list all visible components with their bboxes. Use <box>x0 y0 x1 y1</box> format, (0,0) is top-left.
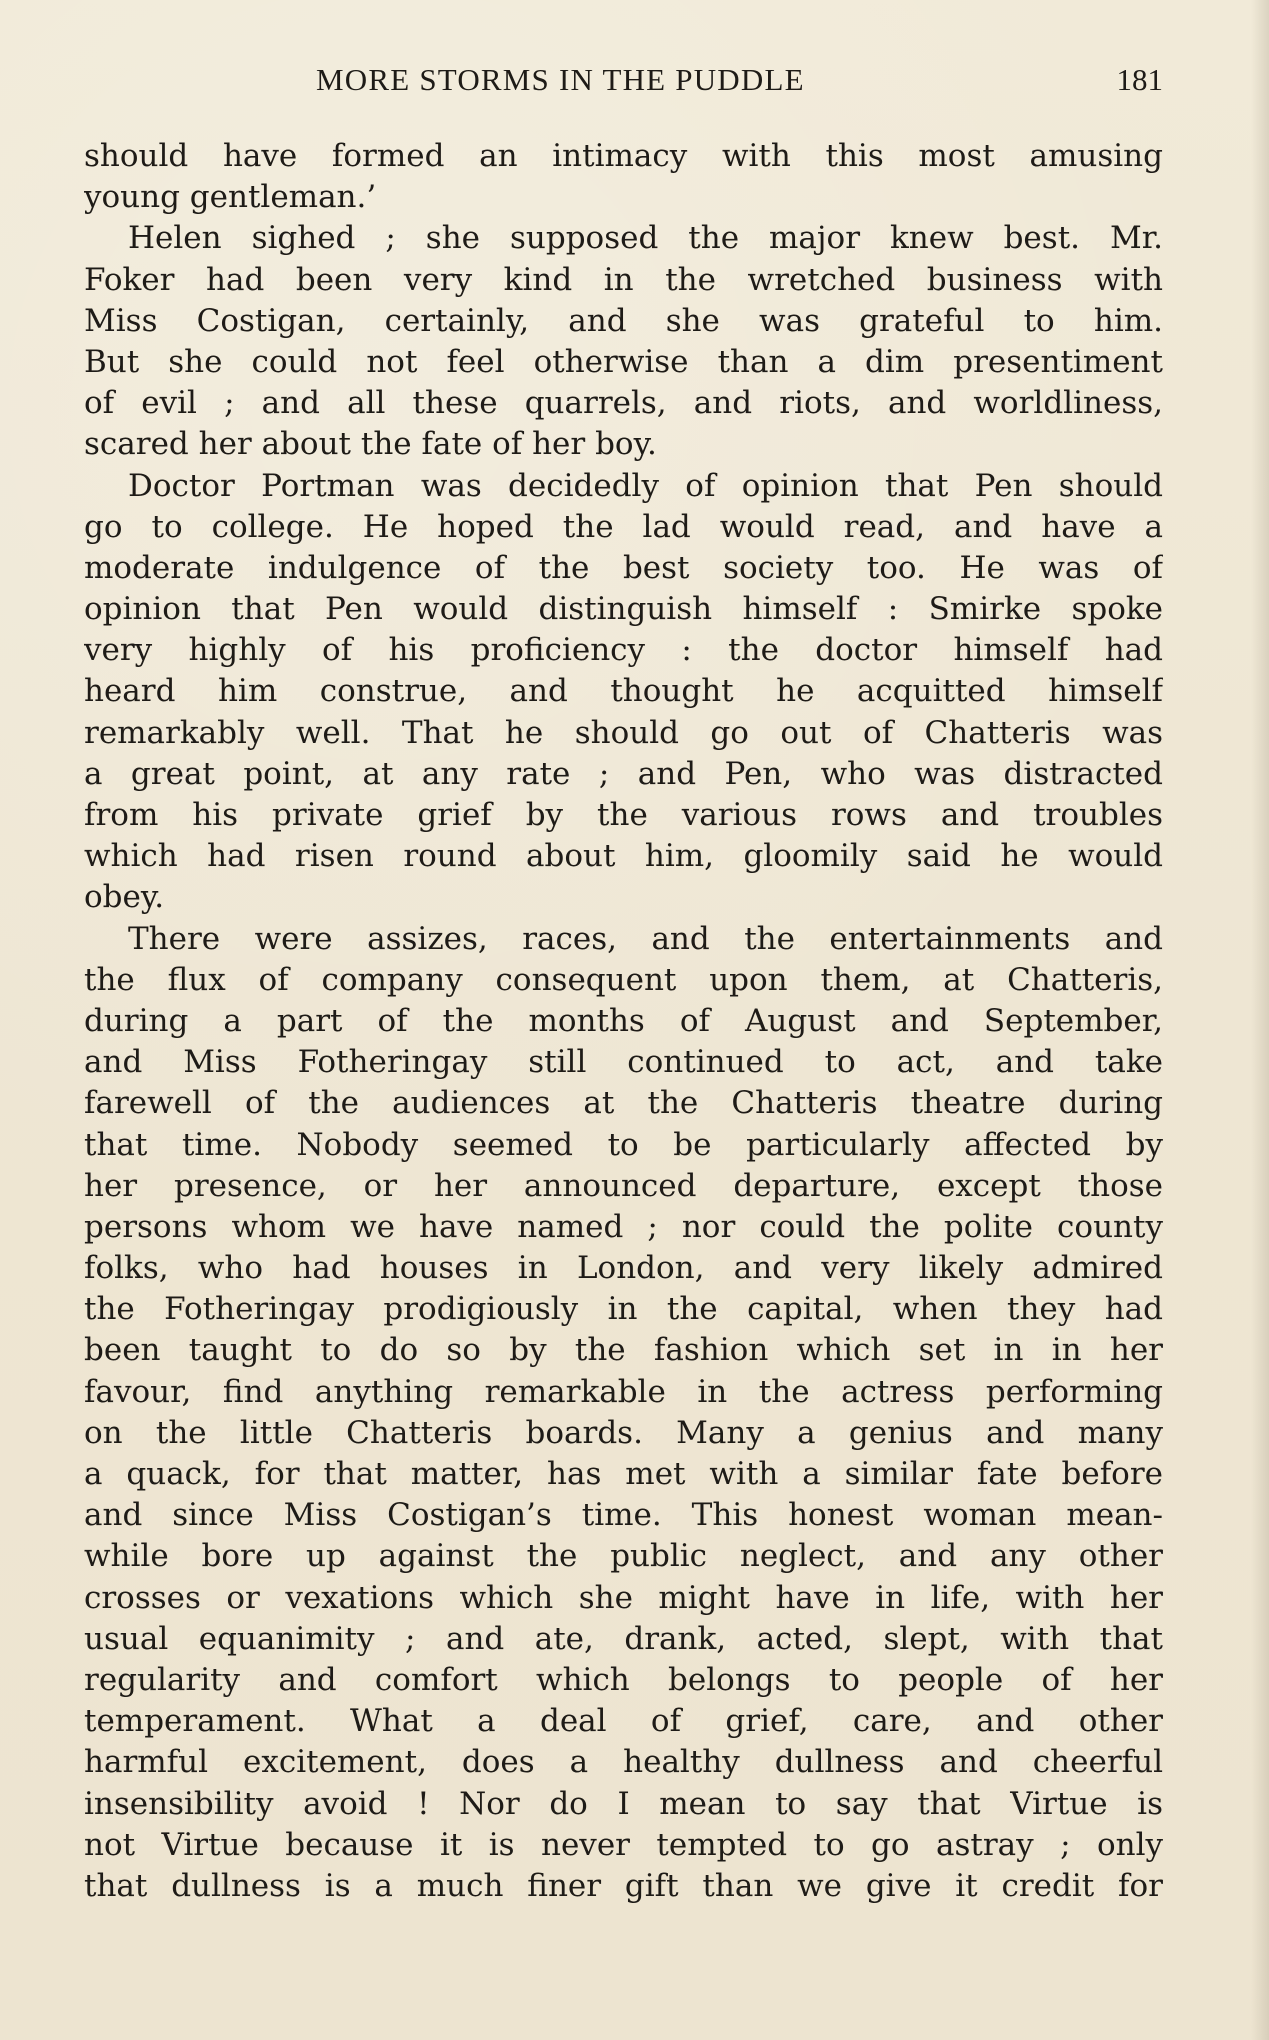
body-text <box>84 136 1163 1916</box>
paragraph-start-line: Helen sighed ; she supposed the major knew best. Mr. <box>128 220 1163 257</box>
running-title: MORE STORMS IN THE PUDDLE <box>316 62 805 97</box>
text-line: which had risen round about him, gloomily said he would <box>84 838 1163 875</box>
text-line: persons whom we have named ; nor could the polite county <box>84 1208 1163 1245</box>
paragraph-start-line: Doctor Portman was decidedly of opinion that Pen should <box>128 467 1163 504</box>
text-line: that time. Nobody seemed to be particularly affected by <box>84 1126 1163 1163</box>
text-line: regularity and comfort which belongs to people of her <box>84 1661 1163 1698</box>
text-line: while bore up against the public neglect, and any other <box>84 1538 1163 1575</box>
text-line: her presence, or her announced departure, except those <box>84 1167 1163 1204</box>
text-line: young gentleman.’ <box>84 179 377 216</box>
text-line: obey. <box>84 879 165 916</box>
text-line: insensibility avoid ! Nor do I mean to say that Virtue is <box>84 1785 1163 1822</box>
text-line: not Virtue because it is never tempted to go astray ; only <box>84 1826 1163 1863</box>
text-line: folks, who had houses in London, and very likely admired <box>84 1250 1163 1287</box>
text-line: been taught to do so by the fashion which set in in her <box>84 1332 1163 1369</box>
text-line: crosses or vexations which she might have in life, with her <box>84 1579 1163 1616</box>
text-line: remarkably well. That he should go out of Chatteris was <box>84 714 1163 751</box>
text-line: on the little Chatteris boards. Many a genius and many <box>84 1414 1163 1451</box>
text-line: from his private grief by the various rows and troubles <box>84 797 1163 833</box>
text-line: temperament. What a deal of grief, care, and other <box>84 1703 1163 1740</box>
text-line: a great point, at any rate ; and Pen, who was distracted <box>84 755 1163 792</box>
text-line: very highly of his proficiency : the doctor himself had <box>84 632 1163 669</box>
page-edge-shadow <box>1251 0 1269 2040</box>
text-line: moderate indulgence of the best society too. He was of <box>84 549 1163 586</box>
text-line: scared her about the fate of her boy. <box>84 426 657 463</box>
text-line: that dullness is a much finer gift than we give it credit for <box>84 1867 1163 1904</box>
text-line: usual equanimity ; and ate, drank, acted, slept, with that <box>84 1620 1163 1657</box>
text-line: harmful excitement, does a healthy dullness and cheerful <box>84 1744 1163 1781</box>
text-line: the flux of company consequent upon them, at Chatteris, <box>84 961 1163 998</box>
page-header <box>84 58 1163 108</box>
text-line: a quack, for that matter, has met with a similar fate before <box>84 1456 1163 1492</box>
text-line: go to college. He hoped the lad would read, and have a <box>84 508 1163 545</box>
text-line: and Miss Fotheringay still continued to act, and take <box>84 1044 1163 1081</box>
text-line: heard him construe, and thought he acquitted himself <box>84 673 1163 710</box>
text-line: Foker had been very kind in the wretched business with <box>84 261 1163 298</box>
text-line: should have formed an intimacy with this most amusing <box>84 138 1163 174</box>
text-line: the Fotheringay prodigiously in the capital, when they had <box>84 1291 1163 1328</box>
text-line: favour, find anything remarkable in the actress performing <box>84 1373 1163 1410</box>
text-line: Miss Costigan, certainly, and she was grateful to him. <box>84 302 1163 339</box>
text-line: But she could not feel otherwise than a dim presentiment <box>84 343 1163 380</box>
text-line: and since Miss Costigan’s time. This honest woman mean- <box>84 1497 1163 1534</box>
page-number: 181 <box>1116 62 1163 97</box>
text-line: during a part of the months of August and September, <box>84 1002 1163 1039</box>
paragraph-start-line: There were assizes, races, and the entertainments and <box>128 920 1163 957</box>
text-line: farewell of the audiences at the Chatteris theatre during <box>84 1085 1163 1122</box>
text-line: opinion that Pen would distinguish himself : Smirke spoke <box>84 591 1163 628</box>
text-line: of evil ; and all these quarrels, and riots, and worldliness, <box>84 385 1163 422</box>
